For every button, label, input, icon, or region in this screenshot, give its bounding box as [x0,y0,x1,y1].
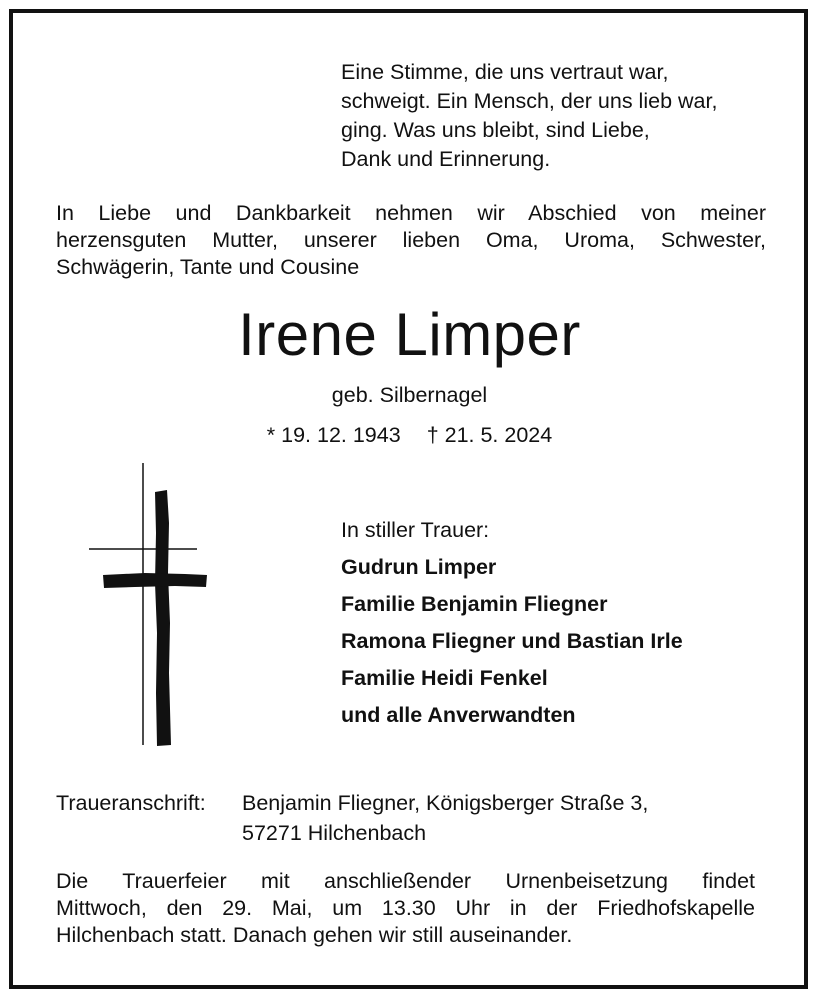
cross-icon [85,463,215,748]
intro-line: Schwägerin, Tante und Cousine [56,255,360,279]
mourner-name: Gudrun Limper [341,555,497,579]
poem [341,58,771,174]
address-label: Traueranschrift: [56,791,206,815]
ceremony-line: Die Trauerfeier mit anschließender Urnenbeisetzung findet [56,869,755,893]
mourner-name: und alle Anverwandten [341,703,576,727]
address-line: Benjamin Fliegner, Königsberger Straße 3, [242,791,649,815]
mourner-name: Familie Benjamin Fliegner [341,592,608,616]
life-dates [0,420,819,450]
mourner-name: Familie Heidi Fenkel [341,666,548,690]
intro-text [56,200,766,281]
intro-line: In Liebe und Dankbarkeit nehmen wir Abschied von meiner [56,201,766,225]
poem-line: Dank und Erinnerung. [341,147,551,171]
intro-line: herzensguten Mutter, unserer lieben Oma, Uroma, Schwester, [56,228,766,252]
mourners [341,512,781,734]
birth-date: * 19. 12. 1943 [266,423,401,447]
ceremony-text [56,868,755,949]
poem-line: ging. Was uns bleibt, sind Liebe, [341,118,650,142]
birth-name: geb. Silbernagel [331,383,488,407]
address-line: 57271 Hilchenbach [242,821,427,845]
mourners-heading: In stiller Trauer: [341,518,490,542]
poem-line: Eine Stimme, die uns vertraut war, [341,60,669,84]
ceremony-line: Hilchenbach statt. Danach gehen wir still auseinander. [56,923,573,947]
death-date: † 21. 5. 2024 [426,423,553,447]
mourner-name: Ramona Fliegner und Bastian Irle [341,629,683,653]
deceased-name: Irene Limper [238,301,581,368]
ceremony-line: Mittwoch, den 29. Mai, um 13.30 Uhr in der Friedhofskapelle [56,896,755,920]
mourning-address [56,788,776,848]
poem-line: schweigt. Ein Mensch, der uns lieb war, [341,89,718,113]
